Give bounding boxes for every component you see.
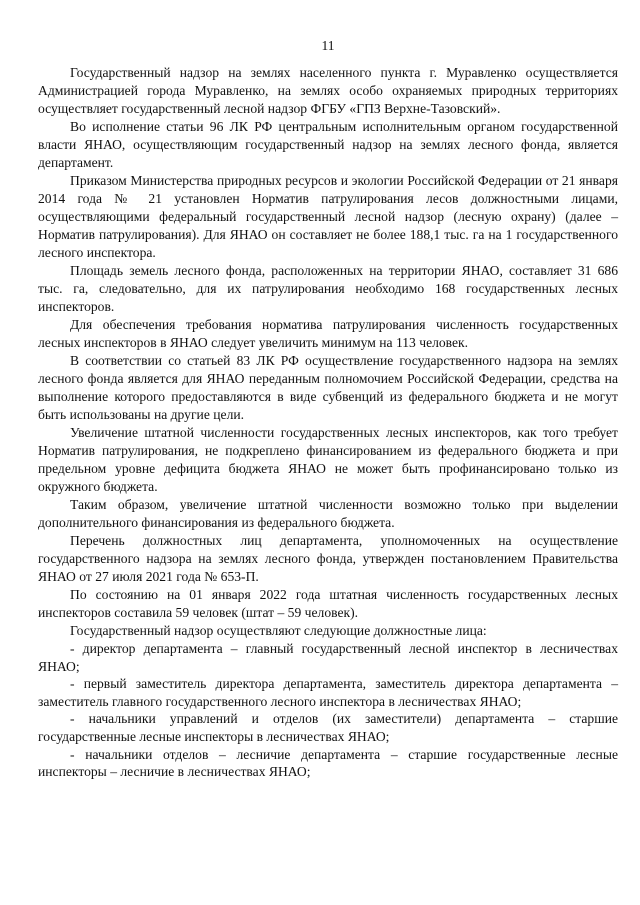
list-item: - директор департамента – главный государственный лесной инспектор в лесничествах ЯНАО; — [38, 641, 618, 674]
list-item: - начальники отделов – лесничие департамента – старшие государственные лесные инспекторы – лесничие в лесничествах ЯНАО; — [38, 746, 618, 780]
paragraph: Перечень должностных лиц департамента, уполномоченных на осуществление государственного надзора на землях лесного фонда, утвержден постановлением Правительства ЯНАО от 27 июля 2021 года № 653-П. — [38, 533, 618, 584]
paragraph: Увеличение штатной численности государственных лесных инспекторов, как того требует Норматив патрулирования, не подкреплено финансированием из федерального бюджета и при предельном уровне дефицита бюджета ЯНАО не может быть профинансировано только из окружного бюджета. — [38, 425, 618, 494]
paragraph: Государственный надзор на землях населенного пункта г. Муравленко осуществляется Администрацией города Муравленко, на землях особо охраняемых природных территориях осуществляет государственный лесной надзор ФГБУ «ГПЗ Верхне-Тазовский». — [38, 65, 618, 116]
document-body — [38, 64, 618, 781]
paragraph: Государственный надзор осуществляют следующие должностные лица: — [70, 623, 487, 638]
paragraph: Для обеспечения требования норматива патрулирования численность государственных лесных инспекторов в ЯНАО следует увеличить минимум на 113 человек. — [38, 317, 618, 350]
page-number: 11 — [321, 38, 335, 53]
paragraph: По состоянию на 01 января 2022 года штатная численность государственных лесных инспекторов составила 59 человек (штат – 59 человек). — [38, 587, 618, 620]
paragraph: Во исполнение статьи 96 ЛК РФ центральным исполнительным органом государственной власти ЯНАО, осуществляющим государственный надзор на землях лесного фонда, является департамент. — [38, 119, 618, 170]
list-item: - начальники управлений и отделов (их заместители) департамента – старшие государственные лесные инспекторы в лесничествах ЯНАО; — [38, 711, 618, 744]
paragraph: В соответствии со статьей 83 ЛК РФ осуществление государственного надзора на землях лесного фонда является для ЯНАО переданным полномочием Российской Федерации, средства на выполнение которого предоставляются в виде субвенций из федерального бюджета и не могут быть использованы на другие цели. — [38, 353, 618, 422]
list-item: - первый заместитель директора департамента, заместитель директора департамента – заместитель главного государственного лесного инспектора в лесничествах ЯНАО; — [38, 676, 618, 709]
paragraph: Приказом Министерства природных ресурсов и экологии Российской Федерации от 21 января 2014 года № 21 установлен Норматив патрулирования лесов должностными лицами, осуществляющими федеральный государственный лесной надзор (лесную охрану) (далее – Норматив патрулирования). Для ЯНАО он составляет не более 188,1 тыс. га на 1 государственного лесного инспектора. — [38, 173, 618, 260]
paragraph: Таким образом, увеличение штатной численности возможно только при выделении дополнительного финансирования из федерального бюджета. — [38, 497, 618, 530]
paragraph: Площадь земель лесного фонда, расположенных на территории ЯНАО, составляет 31 686 тыс. га, следовательно, для их патрулирования необходимо 168 государственных лесных инспекторов. — [38, 263, 618, 314]
